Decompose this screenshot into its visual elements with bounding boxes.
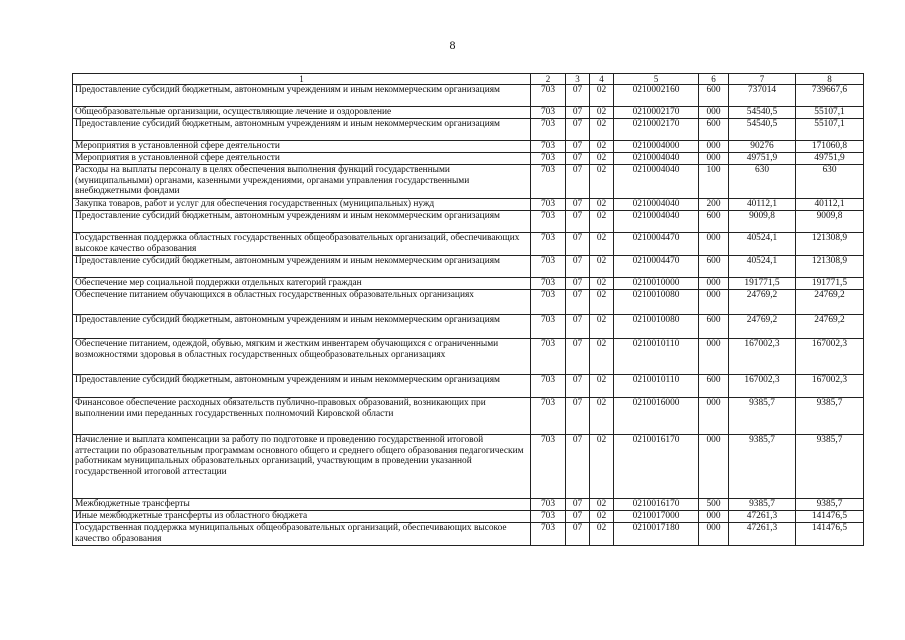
table-row bbox=[73, 211, 864, 233]
cell-code-admin: 703 bbox=[531, 511, 566, 523]
cell-section: 07 bbox=[566, 523, 590, 546]
table-row bbox=[73, 398, 864, 435]
table-row bbox=[73, 199, 864, 211]
cell-amount-1: 24769,2 bbox=[729, 290, 796, 315]
cell-code-admin: 703 bbox=[531, 107, 566, 119]
cell-target-article: 0210010110 bbox=[614, 375, 699, 398]
cell-amount-2: 167002,3 bbox=[796, 375, 864, 398]
cell-subsection: 02 bbox=[590, 511, 614, 523]
cell-amount-1: 191771,5 bbox=[729, 278, 796, 290]
cell-amount-1: 40112,1 bbox=[729, 199, 796, 211]
cell-amount-1: 9385,7 bbox=[729, 398, 796, 435]
row-name: Предоставление субсидий бюджетным, автономным учреждениям и иным некоммерческим организациям bbox=[73, 85, 531, 107]
cell-section: 07 bbox=[566, 211, 590, 233]
col-header-1: 1 bbox=[73, 74, 531, 85]
cell-section: 07 bbox=[566, 233, 590, 256]
cell-amount-1: 54540,5 bbox=[729, 107, 796, 119]
cell-code-admin: 703 bbox=[531, 339, 566, 375]
cell-section: 07 bbox=[566, 435, 590, 499]
table-row bbox=[73, 499, 864, 511]
cell-section: 07 bbox=[566, 199, 590, 211]
cell-expense-type: 600 bbox=[699, 119, 729, 141]
row-name: Обеспечение мер социальной поддержки отдельных категорий граждан bbox=[73, 278, 531, 290]
row-name: Обеспечение питанием обучающихся в областных государственных образовательных организациях bbox=[73, 290, 531, 315]
row-name: Мероприятия в установленной сфере деятельности bbox=[73, 153, 531, 165]
row-name: Общеобразовательные организации, осуществляющие лечение и оздоровление bbox=[73, 107, 531, 119]
row-name: Начисление и выплата компенсации за работу по подготовке и проведению государственной итоговой аттестации по образовательным программам основного общего и среднего общего образования педагогическим работникам муниципальных образовательных организаций, участвующим в проведении указанной государственной итоговой аттестации bbox=[73, 435, 531, 499]
table-row bbox=[73, 85, 864, 107]
cell-amount-1: 9009,8 bbox=[729, 211, 796, 233]
col-header-5: 5 bbox=[614, 74, 699, 85]
cell-target-article: 0210004040 bbox=[614, 199, 699, 211]
table-row bbox=[73, 435, 864, 499]
cell-amount-2: 141476,5 bbox=[796, 523, 864, 546]
cell-target-article: 0210004470 bbox=[614, 233, 699, 256]
cell-amount-2: 121308,9 bbox=[796, 233, 864, 256]
row-name: Обеспечение питанием, одеждой, обувью, мягким и жестким инвентарем обучающихся с ограниченными возможностями здоровья в областных государственных общеобразовательных организациях bbox=[73, 339, 531, 375]
cell-target-article: 0210010110 bbox=[614, 339, 699, 375]
cell-target-article: 0210017180 bbox=[614, 523, 699, 546]
col-header-4: 4 bbox=[590, 74, 614, 85]
cell-amount-2: 9385,7 bbox=[796, 499, 864, 511]
row-name: Государственная поддержка областных государственных общеобразовательных организаций, обеспечивающих высокое качество образования bbox=[73, 233, 531, 256]
cell-expense-type: 000 bbox=[699, 278, 729, 290]
cell-amount-2: 9385,7 bbox=[796, 435, 864, 499]
cell-expense-type: 000 bbox=[699, 339, 729, 375]
cell-expense-type: 000 bbox=[699, 233, 729, 256]
cell-section: 07 bbox=[566, 256, 590, 278]
cell-subsection: 02 bbox=[590, 107, 614, 119]
page-number: 8 bbox=[449, 38, 456, 52]
cell-subsection: 02 bbox=[590, 435, 614, 499]
cell-subsection: 02 bbox=[590, 278, 614, 290]
cell-target-article: 0210010000 bbox=[614, 278, 699, 290]
row-name: Предоставление субсидий бюджетным, автономным учреждениям и иным некоммерческим организациям bbox=[73, 375, 531, 398]
cell-amount-1: 49751,9 bbox=[729, 153, 796, 165]
row-name: Иные межбюджетные трансферты из областного бюджета bbox=[73, 511, 531, 523]
cell-code-admin: 703 bbox=[531, 165, 566, 199]
cell-expense-type: 000 bbox=[699, 511, 729, 523]
row-name: Межбюджетные трансферты bbox=[73, 499, 531, 511]
col-header-8: 8 bbox=[796, 74, 864, 85]
cell-target-article: 0210016170 bbox=[614, 435, 699, 499]
row-name: Закупка товаров, работ и услуг для обеспечения государственных (муниципальных) нужд bbox=[73, 199, 531, 211]
cell-expense-type: 000 bbox=[699, 153, 729, 165]
cell-code-admin: 703 bbox=[531, 523, 566, 546]
cell-code-admin: 703 bbox=[531, 85, 566, 107]
row-name: Предоставление субсидий бюджетным, автономным учреждениям и иным некоммерческим организациям bbox=[73, 211, 531, 233]
cell-expense-type: 500 bbox=[699, 499, 729, 511]
cell-amount-1: 54540,5 bbox=[729, 119, 796, 141]
table-row bbox=[73, 165, 864, 199]
cell-amount-1: 47261,3 bbox=[729, 511, 796, 523]
cell-amount-2: 24769,2 bbox=[796, 315, 864, 339]
cell-section: 07 bbox=[566, 107, 590, 119]
budget-table bbox=[72, 73, 864, 546]
cell-code-admin: 703 bbox=[531, 499, 566, 511]
table-row bbox=[73, 153, 864, 165]
cell-amount-1: 167002,3 bbox=[729, 375, 796, 398]
cell-subsection: 02 bbox=[590, 523, 614, 546]
table-row bbox=[73, 119, 864, 141]
col-header-6: 6 bbox=[699, 74, 729, 85]
cell-amount-1: 630 bbox=[729, 165, 796, 199]
cell-target-article: 0210004040 bbox=[614, 211, 699, 233]
cell-code-admin: 703 bbox=[531, 233, 566, 256]
cell-amount-2: 9009,8 bbox=[796, 211, 864, 233]
cell-amount-2: 630 bbox=[796, 165, 864, 199]
cell-amount-2: 55107,1 bbox=[796, 107, 864, 119]
table-row bbox=[73, 278, 864, 290]
cell-subsection: 02 bbox=[590, 211, 614, 233]
table-row bbox=[73, 375, 864, 398]
cell-expense-type: 000 bbox=[699, 398, 729, 435]
cell-expense-type: 000 bbox=[699, 141, 729, 153]
row-name: Предоставление субсидий бюджетным, автономным учреждениям и иным некоммерческим организациям bbox=[73, 256, 531, 278]
cell-expense-type: 600 bbox=[699, 211, 729, 233]
cell-expense-type: 600 bbox=[699, 375, 729, 398]
cell-amount-1: 47261,3 bbox=[729, 523, 796, 546]
cell-amount-2: 171060,8 bbox=[796, 141, 864, 153]
cell-amount-1: 9385,7 bbox=[729, 435, 796, 499]
cell-code-admin: 703 bbox=[531, 153, 566, 165]
row-name: Финансовое обеспечение расходных обязательств публично-правовых образований, возникающих при выполнении ими переданных государственных полномочий Кировской области bbox=[73, 398, 531, 435]
cell-code-admin: 703 bbox=[531, 435, 566, 499]
table-row bbox=[73, 233, 864, 256]
cell-amount-2: 167002,3 bbox=[796, 339, 864, 375]
cell-expense-type: 600 bbox=[699, 315, 729, 339]
cell-expense-type: 600 bbox=[699, 85, 729, 107]
cell-subsection: 02 bbox=[590, 165, 614, 199]
cell-section: 07 bbox=[566, 119, 590, 141]
row-name: Мероприятия в установленной сфере деятельности bbox=[73, 141, 531, 153]
cell-subsection: 02 bbox=[590, 339, 614, 375]
cell-code-admin: 703 bbox=[531, 278, 566, 290]
cell-target-article: 0210016170 bbox=[614, 499, 699, 511]
table-row bbox=[73, 339, 864, 375]
cell-section: 07 bbox=[566, 511, 590, 523]
row-name: Государственная поддержка муниципальных общеобразовательных организаций, обеспечивающих высокое качество образования bbox=[73, 523, 531, 546]
cell-target-article: 0210017000 bbox=[614, 511, 699, 523]
cell-subsection: 02 bbox=[590, 290, 614, 315]
cell-section: 07 bbox=[566, 85, 590, 107]
table-header-row bbox=[73, 74, 864, 85]
cell-target-article: 0210002160 bbox=[614, 85, 699, 107]
cell-amount-1: 24769,2 bbox=[729, 315, 796, 339]
cell-expense-type: 600 bbox=[699, 256, 729, 278]
cell-subsection: 02 bbox=[590, 199, 614, 211]
cell-code-admin: 703 bbox=[531, 290, 566, 315]
cell-subsection: 02 bbox=[590, 85, 614, 107]
cell-section: 07 bbox=[566, 278, 590, 290]
cell-code-admin: 703 bbox=[531, 199, 566, 211]
cell-amount-1: 40524,1 bbox=[729, 256, 796, 278]
cell-amount-1: 737014 bbox=[729, 85, 796, 107]
col-header-7: 7 bbox=[729, 74, 796, 85]
cell-amount-2: 49751,9 bbox=[796, 153, 864, 165]
row-name: Предоставление субсидий бюджетным, автономным учреждениям и иным некоммерческим организациям bbox=[73, 315, 531, 339]
cell-subsection: 02 bbox=[590, 256, 614, 278]
cell-expense-type: 000 bbox=[699, 290, 729, 315]
cell-code-admin: 703 bbox=[531, 315, 566, 339]
row-name: Предоставление субсидий бюджетным, автономным учреждениям и иным некоммерческим организациям bbox=[73, 119, 531, 141]
cell-section: 07 bbox=[566, 165, 590, 199]
cell-section: 07 bbox=[566, 153, 590, 165]
cell-amount-1: 9385,7 bbox=[729, 499, 796, 511]
cell-subsection: 02 bbox=[590, 398, 614, 435]
cell-expense-type: 000 bbox=[699, 523, 729, 546]
cell-section: 07 bbox=[566, 499, 590, 511]
cell-amount-1: 40524,1 bbox=[729, 233, 796, 256]
cell-target-article: 0210004470 bbox=[614, 256, 699, 278]
cell-target-article: 0210004000 bbox=[614, 141, 699, 153]
col-header-3: 3 bbox=[566, 74, 590, 85]
cell-section: 07 bbox=[566, 398, 590, 435]
cell-section: 07 bbox=[566, 315, 590, 339]
cell-subsection: 02 bbox=[590, 375, 614, 398]
cell-expense-type: 200 bbox=[699, 199, 729, 211]
cell-code-admin: 703 bbox=[531, 211, 566, 233]
table-row bbox=[73, 141, 864, 153]
table-row bbox=[73, 523, 864, 546]
cell-target-article: 0210010080 bbox=[614, 315, 699, 339]
cell-code-admin: 703 bbox=[531, 398, 566, 435]
cell-amount-1: 90276 bbox=[729, 141, 796, 153]
cell-amount-2: 191771,5 bbox=[796, 278, 864, 290]
cell-target-article: 0210002170 bbox=[614, 119, 699, 141]
cell-target-article: 0210010080 bbox=[614, 290, 699, 315]
cell-expense-type: 100 bbox=[699, 165, 729, 199]
cell-target-article: 0210004040 bbox=[614, 153, 699, 165]
cell-subsection: 02 bbox=[590, 119, 614, 141]
cell-expense-type: 000 bbox=[699, 107, 729, 119]
cell-target-article: 0210002170 bbox=[614, 107, 699, 119]
cell-subsection: 02 bbox=[590, 499, 614, 511]
cell-amount-2: 40112,1 bbox=[796, 199, 864, 211]
cell-code-admin: 703 bbox=[531, 141, 566, 153]
cell-amount-2: 141476,5 bbox=[796, 511, 864, 523]
cell-amount-2: 55107,1 bbox=[796, 119, 864, 141]
table-row bbox=[73, 290, 864, 315]
cell-amount-2: 121308,9 bbox=[796, 256, 864, 278]
cell-section: 07 bbox=[566, 339, 590, 375]
table-row bbox=[73, 511, 864, 523]
table-row bbox=[73, 256, 864, 278]
cell-amount-2: 9385,7 bbox=[796, 398, 864, 435]
cell-subsection: 02 bbox=[590, 141, 614, 153]
cell-target-article: 0210016000 bbox=[614, 398, 699, 435]
cell-section: 07 bbox=[566, 290, 590, 315]
cell-amount-1: 167002,3 bbox=[729, 339, 796, 375]
cell-code-admin: 703 bbox=[531, 119, 566, 141]
table-row bbox=[73, 315, 864, 339]
cell-subsection: 02 bbox=[590, 153, 614, 165]
cell-section: 07 bbox=[566, 375, 590, 398]
row-name: Расходы на выплаты персоналу в целях обеспечения выполнения функций государственными (муниципальными) органами, казенными учреждениями, органами управления государственными внебюджетными фондами bbox=[73, 165, 531, 199]
cell-section: 07 bbox=[566, 141, 590, 153]
cell-target-article: 0210004040 bbox=[614, 165, 699, 199]
cell-subsection: 02 bbox=[590, 315, 614, 339]
cell-code-admin: 703 bbox=[531, 375, 566, 398]
cell-subsection: 02 bbox=[590, 233, 614, 256]
cell-code-admin: 703 bbox=[531, 256, 566, 278]
table-row bbox=[73, 107, 864, 119]
col-header-2: 2 bbox=[531, 74, 566, 85]
cell-expense-type: 000 bbox=[699, 435, 729, 499]
cell-amount-2: 24769,2 bbox=[796, 290, 864, 315]
cell-amount-2: 739667,6 bbox=[796, 85, 864, 107]
